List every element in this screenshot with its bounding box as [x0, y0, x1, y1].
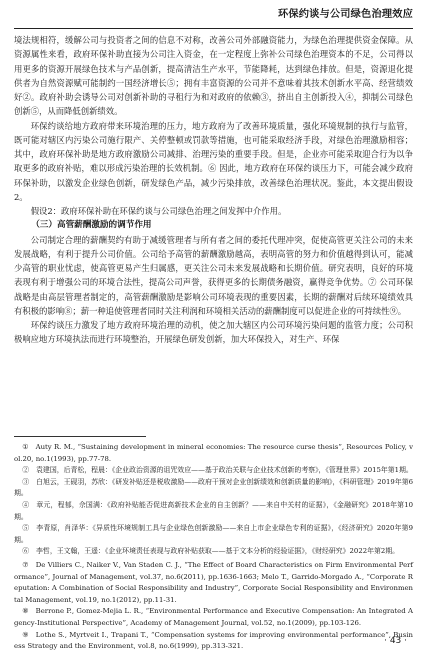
running-header: 环保约谈与公司绿色治理效应 — [277, 9, 413, 20]
header-rule — [14, 28, 413, 29]
footnote-1: ① Auty R. M., “Sustaining development in mineral economies: The resource curse thesis”, Resources Policy, vol.20, no.1(1993), pp.77-78. — [14, 443, 413, 463]
hypothesis-2: 假设2：政府环保补助在环保约谈与公司绿色治理之间发挥中介作用。 — [30, 206, 287, 216]
footnotes — [14, 442, 413, 653]
footnote-7: ⑦ De Villiers C., Naiker V., Van Staden C. J., “The Effect of Board Characteristics on Firm Environmental Performance”, Journal of Management, vol.37, no.6(2011), pp.1636-1663; Melo T., Garrido-Morgado A., “Corporate Reputation: A Combination of Social Responsibility and Industry”, Corporate Social Responsibility and Environmental Management, vol.19, no.1(2012), pp.11-31. — [14, 560, 413, 604]
paragraph-4: 环保约谈压力激发了地方政府环境治理的动机，使之加大辖区内公司环境污染问题的监管力度；公司积极响应地方环境执法而进行环境整治，开展绿色研发创新，加大环保投入，对生产、环保 — [14, 320, 413, 345]
main-text — [14, 33, 413, 347]
footnote-2: ② 袁建国，后青松，程晨：《企业政治资源的诅咒效应——基于政治关联与企业技术创新的考察》，《管理世界》2015年第1期。 — [22, 466, 413, 475]
section-heading: （三）高管薪酬激励的调节作用 — [31, 220, 152, 231]
footnote-9: ⑨ Lothe S., Myrtveit I., Trapani T., “Compensation systems for improving environmental performance”, Business Strategy and the Environment, vol.8, no.6(1999), pp.313-321. — [14, 630, 413, 651]
page-number: · 43 · — [384, 636, 407, 646]
footnote-separator — [14, 436, 146, 437]
footnote-8: ⑧ Berrone P., Gomez-Mejia L. R., “Environmental Performance and Executive Compensation: An Integrated Agency-Institutional Perspective”, Academy of Management Journal, vol.52, no.1(2009), pp.103-126. — [14, 607, 413, 627]
footnote-4: ④ 章元，程郁，佘国满：《政府补贴能否促进高新技术企业的自主创新？——来自中关村的证据》，《金融研究》2018年第10期。 — [14, 500, 413, 521]
paragraph-2: 环保约谈给地方政府带来环境治理的压力，地方政府为了改善环境质量，强化环境规制的执行与监管，既可能对辖区内污染公司施行限产、关停整顿或罚款等措施，也可能采取经济手段，对绿色治理激励相容；其中，政府环保补助是地方政府激励公司减排、治理污染的重要手段。但是，企业亦可能采取迎合行为以争取更多的政府补贴，难以形成污染治理的长效机制。⑥ 因此，地方政府在环保约谈压力下，可能会减少政府环保补助，以激发企业绿色创新，研发绿色产品，减少污染排放，改善绿色治理状况。鉴此，本文提出假设2。 — [14, 120, 413, 202]
paragraph-1: 境法规相符，缓解公司与投资者之间的信息不对称，改善公司外部融资能力，为绿色治理提供资金保障。从资源属性来看，政府环保补助直接为公司注入资金，在一定程度上弥补公司绿色治理资本的不足，公司得以用更多的资源开展绿色技术与产品创新，提高清洁生产水平，节能降耗，达到绿色排放。但是，资源退化提供者为自然资源赋可能制约一国经济增长⑤；拥有丰富资源的公司并不意味着其技术创新水平高、经营绩效好②。政府补助会诱导公司对创新补助的寻租行为和对政府的依赖③，挤出自主创新投入④，抑制公司绿色创新⑤，从而降低创新绩效。 — [14, 35, 413, 117]
footnote-3: ③ 白旭云，王砚羽，苏欣：《研发补贴还是税收激励——政府干预对企业创新绩效和创新质量的影响》，《科研管理》2019年第6期。 — [14, 477, 413, 498]
paragraph-3: 公司制定合理的薪酬契约有助于减缓管理者与所有者之间的委托代理冲突，促使高管更关注公司的未来发展战略，有利于提升公司价值。公司给予高管的薪酬激励越高，表明高管的努力和价值越得到认可，能减少高管的职业忧虑，使高管更易产生归属感，更关注公司未来发展战略和长期价值。研究表明，良好的环境表现有利于增强公司的环境合法性，提高公司声誉，获得更多的长期债务融资，赢得竞争优势。⑦ 公司环保战略是由高层管理者制定的，高管薪酬激励是影响公司环境表现的重要因素，长期的薪酬对后续环境绩效具有积极的影响⑧；薪一种追使管理者同时关注利润和环境相关活动的薪酬制度可以促进企业的可持续性⑨。 — [14, 234, 413, 316]
footnote-5: ⑤ 李青原，肖泽华：《异质性环境规制工具与企业绿色创新激励——来自上市企业绿色专利的证据》，《经济研究》2020年第9期。 — [14, 524, 413, 544]
footnote-6: ⑥ 李哲，王文翰，王遥：《企业环境责任表现与政府补贴获取——基于文本分析的经验证据》，《财经研究》2022年第2期。 — [22, 547, 400, 556]
